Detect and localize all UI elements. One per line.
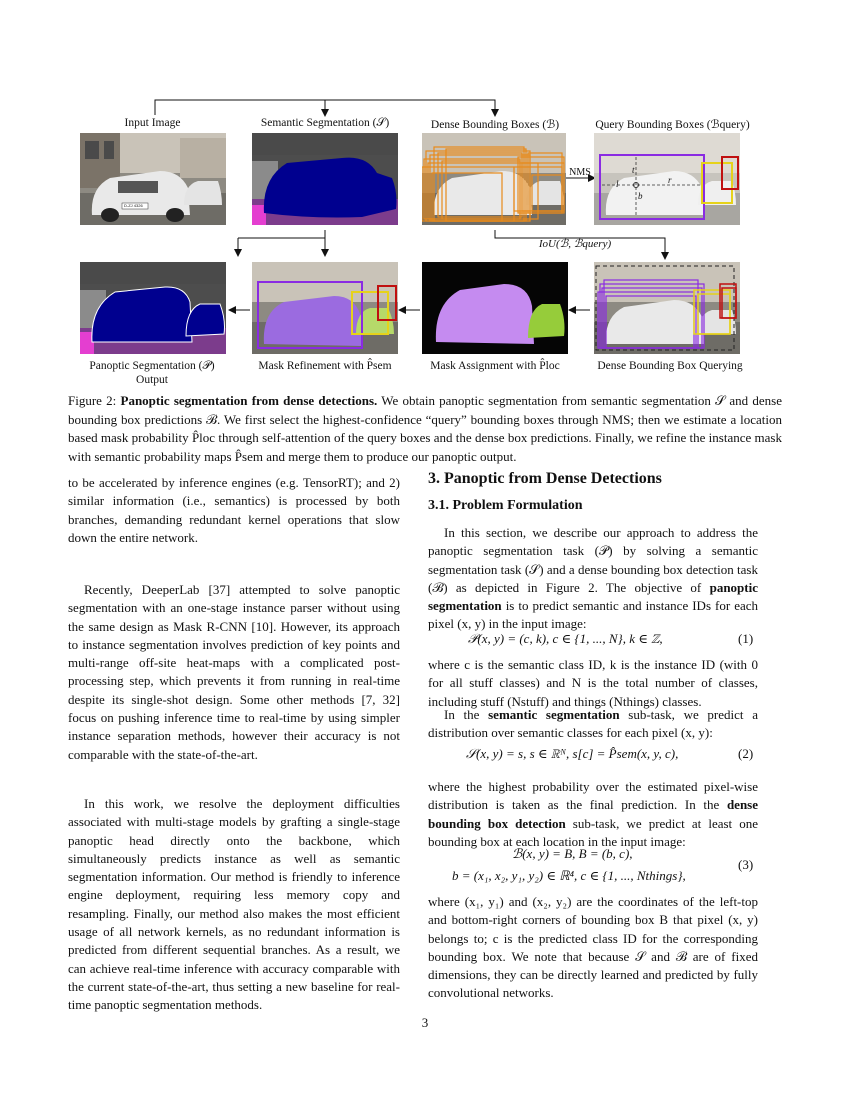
rp4-a: where the highest probability over the estimated pixel-wise distribution is taken as the final prediction. In the [428,779,758,813]
label-dense-query: Dense Bounding Box Querying [597,360,743,372]
label-nms: NMS [569,167,591,178]
equation-3b: b = (x₁, x₂, y₁, y₂) ∈ ℝ⁴, c ∈ {1, ..., Nthings}, [452,868,686,883]
figure-caption [68,392,782,466]
rp4-c: sub-task, we predict at least one bounding box at each location in the input image: [428,815,759,849]
subsection-heading: 3.1. Problem Formulation [428,498,583,513]
label-mask-refine: Mask Refinement with P̂sem [258,360,392,372]
label-query-boxes: Query Bounding Boxes (ℬquery) [595,119,750,131]
box-l-label: l [616,179,619,189]
equation-3a: ℬ(x, y) = B, B = (b, c), [512,846,633,861]
left-column-2 [68,581,400,764]
equation-2-number: (2) [738,746,754,761]
caption-bold: Panoptic segmentation from dense detections. [120,393,378,408]
label-semantic-seg: Semantic Segmentation (𝒮) [260,117,390,129]
label-panoptic-seg: Panoptic Segmentation (𝒫) [89,360,215,372]
right-paragraph-3 [428,706,758,743]
mask-refinement-image [252,262,398,354]
caption-label: Figure 2: [68,393,117,408]
rp5: where (x₁, y₁) and (x₂, y₂) are the coordinates of the left-top and bottom-right corners of bounding box B that pixel (x, y) belongs to; c is the predicted class ID for the corresponding bounding box. We note that because 𝒮 and ℬ are of fixed dimensions, they can be directly learned and predicted by fully convolutional networks. [428,894,758,1001]
label-input-image: Input Image [124,117,181,129]
right-paragraph-1 [428,524,758,634]
equation-1-number: (1) [738,631,754,646]
label-panoptic-output: Output [136,374,168,386]
rp1-b: panoptic segmentation [428,579,758,614]
right-paragraph-2 [428,656,758,711]
box-r-label: r [668,175,672,185]
equation-3-number: (3) [738,857,754,872]
equation-2: 𝒮(x, y) = s, s ∈ ℝᴺ, s[c] = P̂sem(x, y, c), [466,746,679,761]
left-column [68,474,400,547]
rp4-b: dense bounding box detection [428,797,758,831]
dense-query-image [594,262,740,354]
left-paragraph-2: Recently, DeeperLab [37] attempted to solve panoptic segmentation with an one-stage instance parser without using the same design as Mask R-CNN [10]. However, its approach to instance segmentation involves prediction of key points and multi-range off-site heat-maps with a complicated post-processing step, which prevents it from running in real-time despite its single-shot design. Some other methods [7, 32] focus on pushing inference time to real-time by using simpler instance separation methods, however their accuracy is not comparable with the state-of-the-art. [68,582,400,762]
page-number: 3 [421,1015,429,1030]
left-column-3 [68,795,400,1015]
semantic-seg-image [252,133,398,225]
rp2: where c is the semantic class ID, k is the instance ID (with 0 for all stuff classes) and N is the total number of classes, including stuff (Nstuff) and things (Nthings) classes. [428,657,758,709]
license-plate: D-ZJ 4326 [124,203,143,208]
right-paragraph-4 [428,778,758,851]
rp3-a: In the [444,707,480,722]
rp1-a: In this section, we describe our approach to address the panoptic segmentation task (𝒫) by solving a semantic segmentation task (𝒮) and a dense bounding box detection task (ℬ) as depicted in Figure 2. The objective of [428,525,758,595]
caption-text: We obtain panoptic segmentation from semantic segmentation 𝒮 and dense bounding box predictions ℬ. We first select the highest-confidence “query” bounding boxes through NMS; then we estimate a location based mask probability P̂loc through self-attention of the query boxes and the dense box predictions. Finally, we refine the instance mask with semantic probability maps P̂sem and merge them to produce our panoptic output. [68,393,782,464]
input-image [80,133,226,225]
label-mask-assign: Mask Assignment with P̂loc [430,360,560,372]
left-paragraph-1: to be accelerated by inference engines (e.g. TensorRT); and 2) similar information (i.e., semantics) is processed by both branches, demanding redundant kernel operations that slow down the entire network. [68,475,400,545]
section-heading: 3. Panoptic from Dense Detections [428,470,662,487]
right-paragraph-5 [428,893,758,1003]
rp3-b: semantic segmentation [488,707,620,722]
mask-assignment-image [422,262,568,354]
dense-boxes-image [422,133,566,225]
label-dense-boxes: Dense Bounding Boxes (ℬ) [430,119,560,131]
query-boxes-image [594,133,740,225]
rp1-c: is to predict semantic and instance IDs for each pixel (x, y) in the input image: [428,598,758,632]
box-b-label: b [638,191,643,201]
panoptic-seg-image [80,262,226,354]
equation-1: 𝒫(x, y) = (c, k), c ∈ {1, ..., N}, k ∈ ℤ, [468,631,663,646]
box-t-label: t [632,165,635,175]
left-paragraph-3: In this work, we resolve the deployment difficulties associated with multi-stage models by grafting a single-stage panoptic head directly onto the backbone, which simultaneously predicts instance as well as semantic segmentation information. Our method is friendly to inference engine deployment, requiring less memory copy and resampling. Finally, our method also makes the most efficient usage of all network kernels, as no redundant information is predicted from different sequential branches. As a result, we can achieve real-time inference with accuracy comparable with the current state-of-the-art, thus setting a new baseline for real-time panoptic segmentation methods. [68,796,400,1013]
label-iou: IoU(ℬ, ℬquery) [538,238,612,250]
rp3-c: sub-task, we predict a distribution over semantic classes for each pixel (x, y): [428,707,758,741]
